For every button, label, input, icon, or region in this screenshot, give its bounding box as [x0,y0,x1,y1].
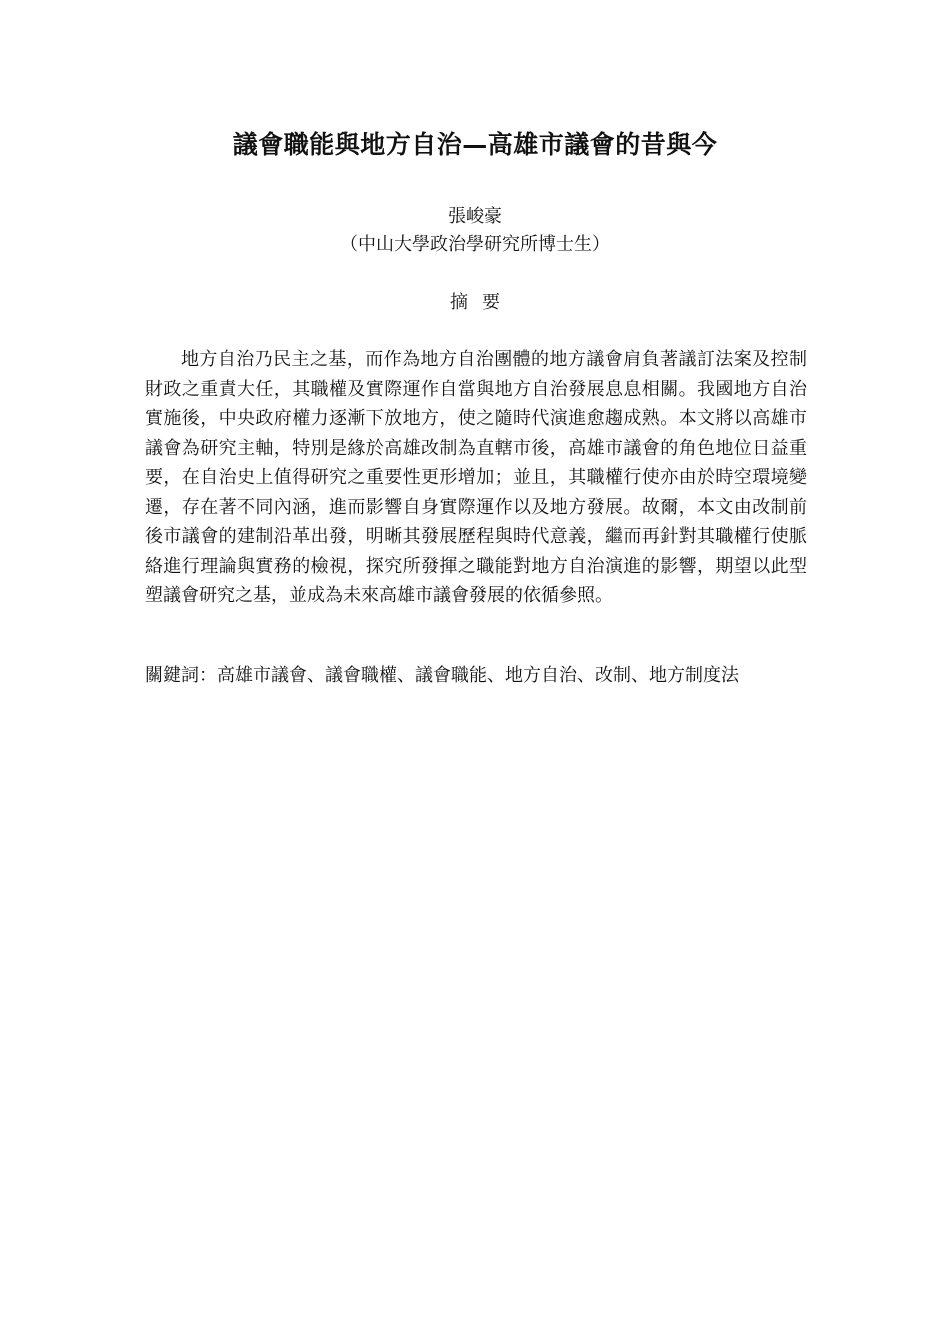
keywords-label: 關鍵詞： [145,665,217,686]
keywords-list: 高雄市議會、議會職權、議會職能、地方自治、改制、地方制度法 [217,665,739,686]
author-name: 張峻豪 [448,206,502,227]
abstract-heading: 摘要 [450,292,514,313]
abstract-body: 地方自治乃民主之基，而作為地方自治團體的地方議會肩負著議訂法案及控制財政之重責大任，其職權及實際運作自當與地方自治發展息息相關。我國地方自治實施後，中央政府權力逐漸下放地方，使之隨時代演進愈趨成熟。本文將以高雄市議會為研究主軸，特別是緣於高雄改制為直轄市後，高雄市議會的角色地位日益重要，在自治史上值得研究之重要性更形增加；並且，其職權行使亦由於時空環境變遷，存在著不同內涵，進而影響自身實際運作以及地方發展。故爾，本文由改制前後市議會的建制沿革出發，明晰其發展歷程與時代意義，繼而再針對其職權行使脈絡進行理論與實務的檢視，探究所發揮之職能對地方自治演進的影響，期望以此型塑議會研究之基，並成為未來高雄市議會發展的依循參照。 [145,349,807,606]
paper-title: 議會職能與地方自治—高雄市議會的昔與今 [232,130,718,159]
author-affiliation: （中山大學政治學研究所博士生） [340,234,610,255]
keywords-line [145,661,807,690]
